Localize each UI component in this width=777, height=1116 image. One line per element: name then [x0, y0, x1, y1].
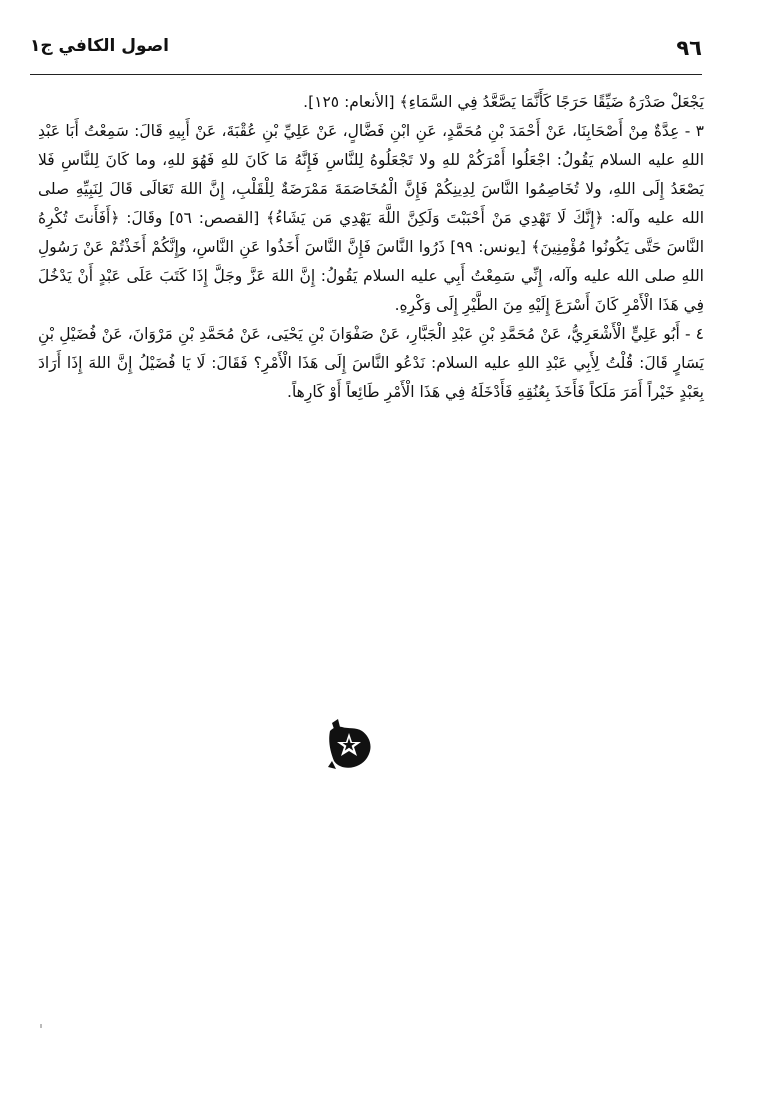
header-divider	[30, 74, 702, 75]
running-head	[30, 32, 702, 66]
hadith-3: ٣ - عِدَّةٌ مِنْ أَصْحَابِنَا، عَنْ أَحْمَدَ بْنِ مُحَمَّدٍ، عَنِ ابْنِ فَضَّالٍ، عَنْ عَلِيِّ بْنِ عُقْبَةَ، عَنْ أَبِيهِ قَالَ: سَمِعْتُ أَبَا عَبْدِ اللهِ عليه السلام يَقُولُ: اجْعَلُوا أَمْرَكُمْ للهِ ولا تَجْعَلُوهُ لِلنَّاسِ فَإِنَّهُ مَا كَانَ للهِ فَهُوَ للهِ، وما كَانَ لِلنَّاسِ فَلا يَصْعَدُ إِلَى اللهِ، ولا تُخَاصِمُوا النَّاسَ لِدِينِكُمْ فَإِنَّ الْمُخَاصَمَةَ مَمْرَضَةٌ لِلْقَلْبِ، إِنَّ اللهَ تَعَالَى قَالَ لِنَبِيِّهِ صلى الله عليه وآله: ﴿إِنَّكَ لَا تَهْدِي مَنْ أَحْبَبْتَ وَلَكِنَّ اللَّهَ يَهْدِي مَن يَشَاءُ﴾ [القصص: ٥٦] وقَالَ: ﴿أَفَأَنتَ تُكْرِهُ النَّاسَ حَتَّى يَكُونُوا مُؤْمِنِينَ﴾ [يونس: ٩٩] ذَرُوا النَّاسَ فَإِنَّ النَّاسَ أَخَذُوا عَنِ النَّاسِ، وإِنَّكُمْ أَخَذْتُمْ عَنْ رَسُولِ اللهِ صلى الله عليه وآله، إِنِّي سَمِعْتُ أَبِي عليه السلام يَقُولُ: إِنَّ اللهَ عَزَّ وجَلَّ إِذَا كَتَبَ عَلَى عَبْدٍ أَنْ يَدْخُلَ فِي هَذَا الْأَمْرِ كَانَ أَسْرَعَ إِلَيْهِ مِنَ الطَّيْرِ إِلَى وَكْرِهِ.	[38, 122, 705, 314]
main-text	[38, 88, 704, 407]
scan-speck	[40, 1024, 42, 1028]
page-number: ٩٦	[676, 36, 702, 60]
star-fleuron-icon	[326, 717, 372, 771]
verse-continuation: يَجْعَلْ صَدْرَهُ ضَيِّقًا حَرَجًا كَأَنَّمَا يَصَّعَّدُ فِي السَّمَاءِ﴾ [الأنعام: ١٢٥].	[303, 93, 704, 111]
book-title: اصول الكافي ج١	[30, 36, 169, 56]
hadith-4: ٤ - أَبُو عَلِيٍّ الْأَشْعَرِيُّ، عَنْ مُحَمَّدِ بْنِ عَبْدِ الْجَبَّارِ، عَنْ صَفْوَانَ بْنِ يَحْيَى، عَنْ مُحَمَّدِ بْنِ مَرْوَانَ، عَنْ فُضَيْلِ بْنِ يَسَارٍ قَالَ: قُلْتُ لِأَبِي عَبْدِ اللهِ عليه السلام: نَدْعُو النَّاسَ إِلَى هَذَا الْأَمْرِ؟ فَقَالَ: لَا يَا فُضَيْلُ إِنَّ اللهَ إِذَا أَرَادَ بِعَبْدٍ خَيْراً أَمَرَ مَلَكاً فَأَخَذَ بِعُنُقِهِ فَأَدْخَلَهُ فِي هَذَا الْأَمْرِ طَائِعاً أَوْ كَارِهاً.	[38, 325, 704, 401]
